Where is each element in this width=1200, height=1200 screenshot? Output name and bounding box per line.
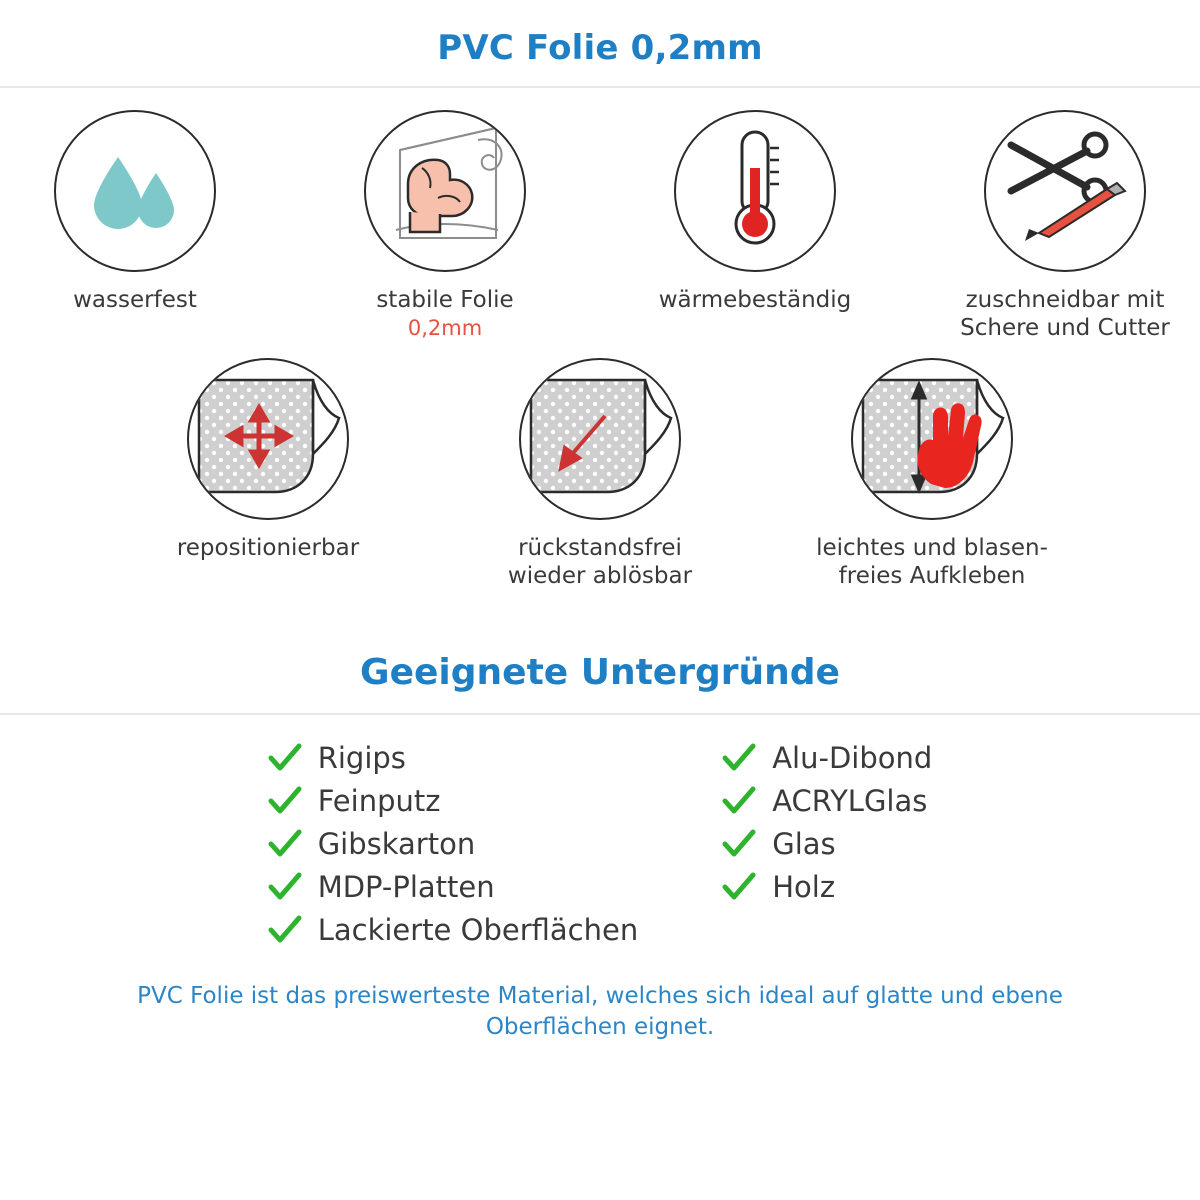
feature-circle [984,110,1146,272]
check-icon [268,915,302,945]
feature-circle [519,358,681,520]
list-item [268,913,639,947]
list-item-label: Glas [772,827,836,862]
feature-wasserfest [19,110,251,316]
list-item [268,870,639,904]
list-item-label: Alu-Dibond [772,741,933,776]
check-icon [268,872,302,902]
check-icon [268,829,302,859]
feature-label: wasserfest [73,287,197,313]
feature-zuschneidbar [949,110,1181,344]
check-icon [722,829,756,859]
list-item-label: Lackierte Oberflächen [317,913,639,948]
list-item-label: Feinputz [317,784,441,819]
list-item [722,870,932,904]
hand-bubble-free-icon [853,358,1011,520]
footnote-text: PVC Folie ist das preiswerteste Material, welches sich ideal auf glatte und ebene Oberflächen eignet. [137,983,1063,1041]
list-item [268,827,639,861]
surfaces-section [0,715,1200,947]
list-item [722,784,932,818]
feature-row-2 [0,358,1200,592]
page-title: PVC Folie 0,2mm [437,28,763,68]
peel-off-arrow-icon [521,358,679,520]
feature-label: wärmebeständig [658,287,852,313]
feature-blasenfrei [816,358,1048,592]
feature-waermebestaendig [639,110,871,316]
feature-label: repositionierbar [176,535,360,562]
list-item [268,784,639,818]
feature-circle [364,110,526,272]
check-icon [722,743,756,773]
feature-label: stabile Folie [376,287,514,313]
feature-label: rückstandsfrei wieder ablösbar [507,535,693,590]
surfaces-column-left [268,741,639,947]
features-section [0,88,1200,592]
feature-circle [674,110,836,272]
title-band [0,0,1200,88]
list-item-label: Holz [772,870,836,905]
list-item-label: Gibskarton [317,827,476,862]
check-icon [268,786,302,816]
feature-circle [54,110,216,272]
list-item-label: MDP-Platten [317,870,495,905]
feature-label: leichtes und blasen- freies Aufkleben [816,535,1048,590]
flexed-arm-icon [366,110,524,272]
feature-circle [851,358,1013,520]
feature-rueckstandsfrei [484,358,716,592]
feature-stabile-folie [329,110,561,340]
feature-label: zuschneidbar mit Schere und Cutter [960,287,1170,342]
feature-repositionierbar [152,358,384,564]
surfaces-heading: Geeignete Untergründe [360,652,840,694]
feature-sublabel: 0,2mm [407,316,483,341]
reposition-arrows-icon [189,358,347,520]
check-icon [722,872,756,902]
check-icon [722,786,756,816]
thermometer-icon [715,124,795,258]
list-item-label: Rigips [317,741,406,776]
feature-row-1 [0,110,1200,344]
list-item-label: ACRYLGlas [772,784,928,819]
check-icon [268,743,302,773]
list-item [722,741,932,775]
feature-circle [187,358,349,520]
water-drops-icon [80,139,190,243]
surfaces-column-right [722,741,932,947]
list-item [268,741,639,775]
scissors-cutter-icon [995,129,1135,253]
list-item [722,827,932,861]
surfaces-title-band [0,634,1200,715]
